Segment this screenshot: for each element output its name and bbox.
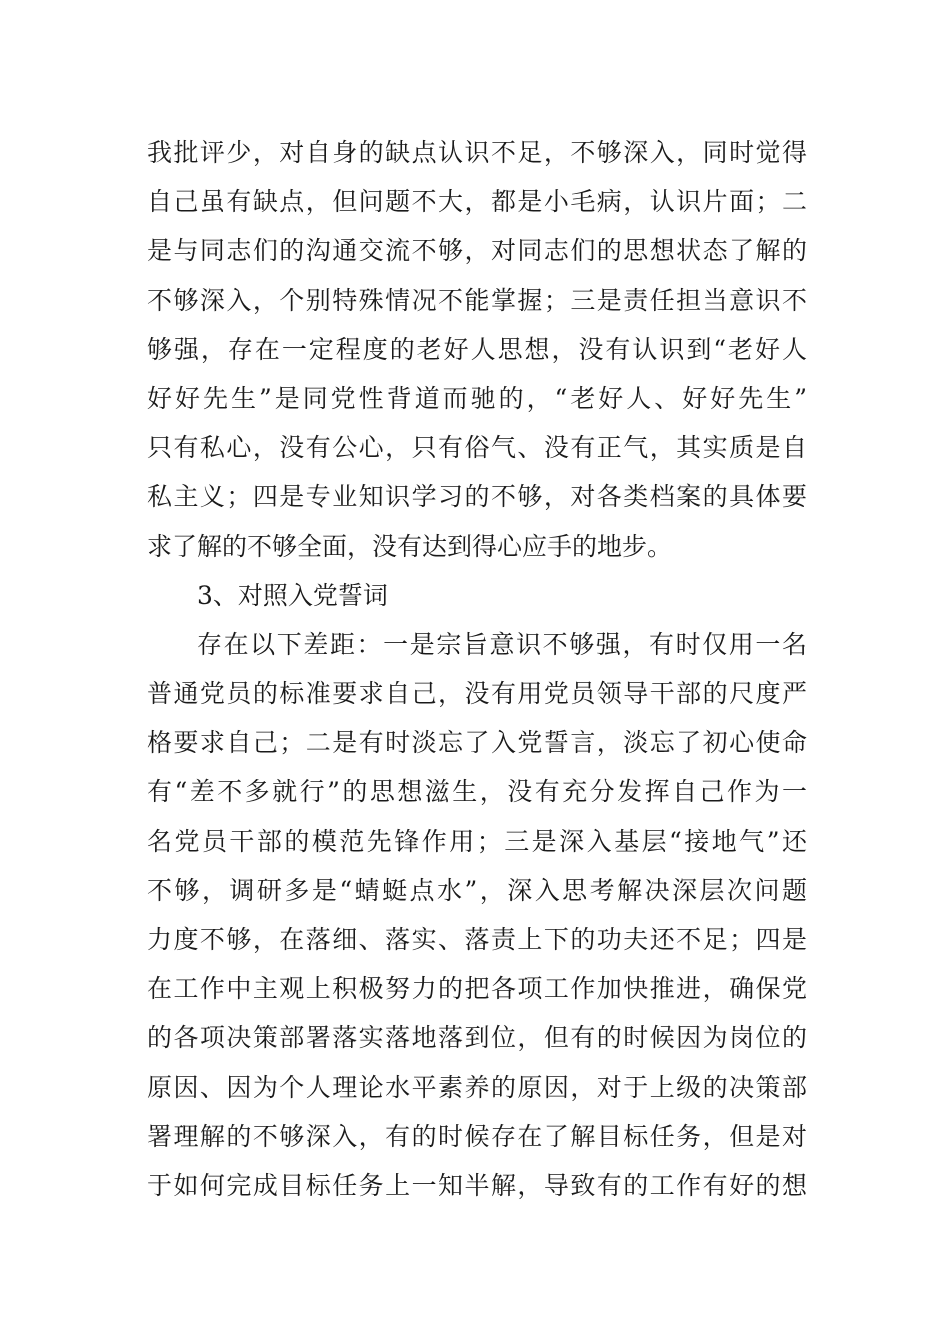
text-line: 署理解的不够深入，有的时候存在了解目标任务，但是对 xyxy=(147,1121,807,1151)
text-line: 的各项决策部署落实落地落到位，但有的时候因为岗位的 xyxy=(147,1023,807,1053)
document-body xyxy=(147,128,807,1210)
text-line: 够强，存在一定程度的老好人思想，没有认识到“老好人 xyxy=(147,334,807,364)
text-line: 普通党员的标准要求自己，没有用党员领导干部的尺度严 xyxy=(147,679,807,709)
text-line: 原因、因为个人理论水平素养的原因，对于上级的决策部 xyxy=(147,1072,807,1102)
text-line: 格要求自己；二是有时淡忘了入党誓言，淡忘了初心使命 xyxy=(147,728,807,758)
section-heading-text: 3、对照入党誓词 xyxy=(197,580,388,610)
text-line: 自己虽有缺点，但问题不大，都是小毛病，认识片面；二 xyxy=(147,187,807,217)
text-line: 是与同志们的沟通交流不够，对同志们的思想状态了解的 xyxy=(147,236,807,266)
text-line: 好好先生”是同党性背道而驰的，“老好人、好好先生” xyxy=(147,383,807,413)
text-line: 名党员干部的模范先锋作用；三是深入基层“接地气”还 xyxy=(147,826,807,856)
section-heading xyxy=(147,571,807,620)
text-line: 我批评少，对自身的缺点认识不足，不够深入，同时觉得 xyxy=(147,138,807,167)
text-line: 求了解的不够全面，没有达到得心应手的地步。 xyxy=(147,531,673,561)
text-line: 力度不够，在落细、落实、落责上下的功夫还不足；四是 xyxy=(147,925,807,954)
text-line: 有“差不多就行”的思想滋生，没有充分发挥自己作为一 xyxy=(147,777,807,807)
text-line: 在工作中主观上积极努力的把各项工作加快推进，确保党 xyxy=(147,974,807,1004)
text-line: 只有私心，没有公心，只有俗气、没有正气，其实质是自 xyxy=(147,433,807,463)
paragraph-self-criticism xyxy=(147,128,807,571)
text-line: 私主义；四是专业知识学习的不够，对各类档案的具体要 xyxy=(147,482,807,512)
text-line: 不够深入，个别特殊情况不能掌握；三是责任担当意识不 xyxy=(147,285,807,315)
text-line: 存在以下差距：一是宗旨意识不够强，有时仅用一名 xyxy=(197,629,807,659)
paragraph-oath-comparison xyxy=(147,620,807,1210)
text-line: 于如何完成目标任务上一知半解，导致有的工作有好的想 xyxy=(147,1170,807,1200)
text-line: 不够，调研多是“蜻蜓点水”，深入思考解决深层次问题 xyxy=(147,875,807,905)
